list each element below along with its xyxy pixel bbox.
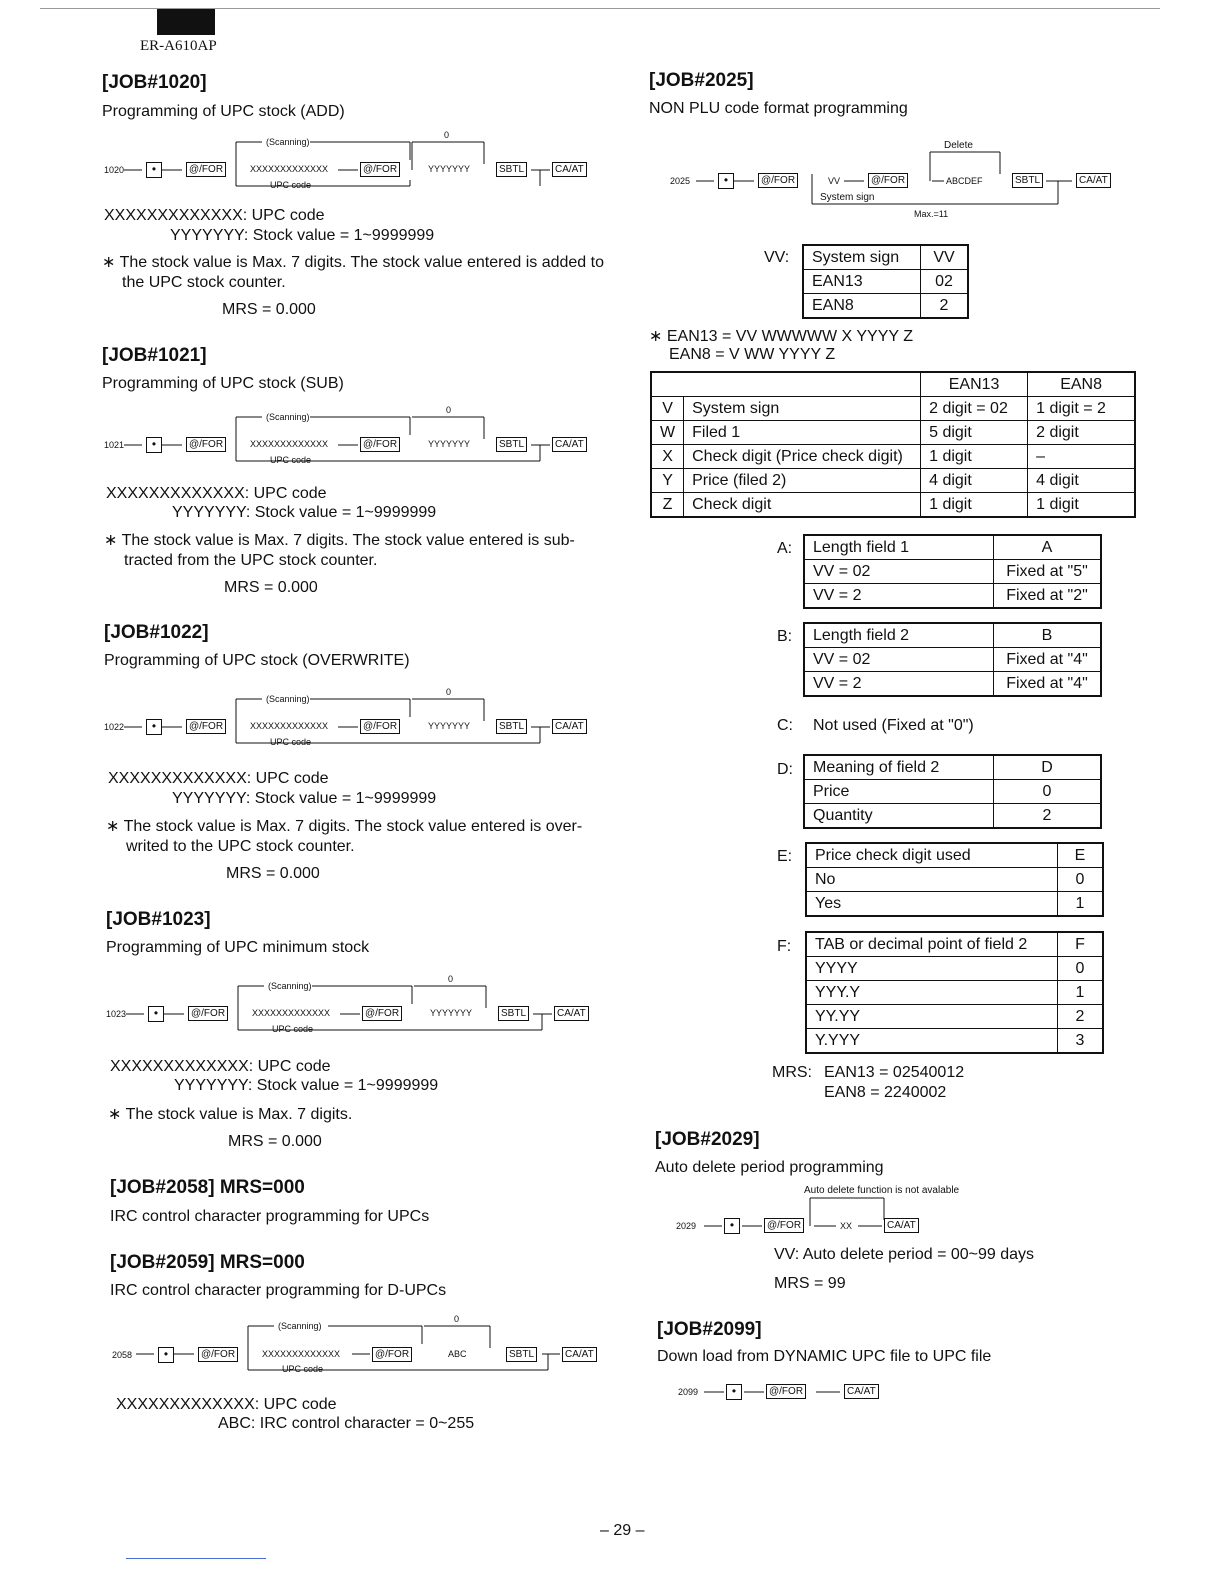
table-cell: Quantity (804, 804, 994, 829)
table-row (651, 397, 1135, 421)
table-row (651, 372, 1135, 397)
table-cell: Y (651, 469, 684, 493)
job2059-line1: XXXXXXXXXXXXX: UPC code (116, 1396, 337, 1413)
job1021-line1: XXXXXXXXXXXXX: UPC code (106, 485, 327, 502)
job2029-line1: VV: Auto delete period = 00~99 days (774, 1246, 1035, 1263)
job1022-mrs: MRS = 0.000 (226, 865, 320, 882)
job1022-scanning: (Scanning) (266, 694, 310, 704)
table-row (804, 648, 1101, 672)
job1020-upc-label: UPC code (270, 180, 312, 190)
job1020-job-number: 1020 (104, 165, 125, 175)
table-cell: TAB or decimal point of field 2 (806, 932, 1058, 957)
job1022-note-text: The stock value is Max. 7 digits. The stock value entered is over-writed to the UPC stock counter. (123, 818, 583, 855)
job1021-scanning: (Scanning) (266, 412, 310, 422)
job1020-subtitle: Programming of UPC stock (ADD) (102, 103, 345, 120)
job2099-subtitle: Down load from DYNAMIC UPC file to UPC file (657, 1348, 992, 1365)
table-cell: VV = 02 (804, 560, 994, 584)
job1021-zero: 0 (446, 405, 452, 415)
table-row (804, 623, 1101, 648)
table-cell: 1 (1058, 892, 1104, 917)
job1021-dot-key: • (146, 437, 162, 453)
job1020-key-sequence-diagram (0, 128, 620, 198)
job1023-title: [JOB#1023] (106, 909, 211, 930)
table-row (804, 672, 1101, 697)
table-cell: YYYY (806, 957, 1058, 981)
table-cell: 1 digit (921, 493, 1028, 518)
e-table (805, 842, 1104, 917)
mrs-ean8: EAN8 = 2240002 (824, 1084, 947, 1101)
job1022-caat-key: CA/AT (552, 719, 587, 734)
job2059-zero: 0 (454, 1314, 460, 1324)
table-row (804, 780, 1101, 804)
job2099-dot-key: • (726, 1384, 742, 1400)
job2029-note: Auto delete function is not avalable (804, 1185, 960, 1196)
table-row (806, 981, 1103, 1005)
job1022-job-number: 1022 (104, 722, 125, 732)
job1022-key-sequence-diagram (0, 685, 620, 755)
job2029-afor-key: @/FOR (764, 1218, 804, 1233)
formula-ean13-text: EAN13 = VV WWWWW X YYYY Z (666, 328, 913, 345)
job2099-title: [JOB#2099] (657, 1319, 762, 1340)
job2025-vv: VV (828, 176, 841, 186)
job2059-abc: ABC (448, 1349, 467, 1359)
table-row (806, 892, 1103, 917)
job2029-job-number: 2029 (676, 1221, 697, 1231)
table-cell: Fixed at "5" (994, 560, 1102, 584)
table-cell: Filed 1 (684, 421, 921, 445)
table-header: EAN13 (921, 372, 1028, 397)
job2059-job-number: 2058 (112, 1350, 133, 1360)
job1023-afor-key: @/FOR (188, 1006, 228, 1021)
job1020-dot-key: • (146, 162, 162, 178)
job1020-title: [JOB#1020] (102, 72, 207, 93)
job1021-job-number: 1021 (104, 440, 125, 450)
table-row (803, 245, 968, 270)
job2029-title: [JOB#2029] (655, 1129, 760, 1150)
job2059-line2: ABC: IRC control character = 0~255 (218, 1415, 475, 1432)
d-label: D: (777, 761, 793, 778)
job2029-subtitle: Auto delete period programming (655, 1159, 884, 1176)
table-cell: Price check digit used (806, 843, 1058, 868)
job1020-ys: YYYYYYY (428, 164, 471, 174)
job1023-mrs: MRS = 0.000 (228, 1133, 322, 1150)
job2059-title: [JOB#2059] MRS=000 (110, 1252, 305, 1273)
c-label: C: (777, 717, 793, 734)
job1021-subtitle: Programming of UPC stock (SUB) (102, 375, 344, 392)
job1020-asterisk: ∗ (102, 254, 116, 271)
table-cell: E (1058, 843, 1104, 868)
formula-asterisk: ∗ (649, 328, 663, 345)
job2099-afor-key: @/FOR (766, 1384, 806, 1399)
table-cell: YY.YY (806, 1005, 1058, 1029)
job1022-upc-label: UPC code (270, 737, 312, 747)
job1023-zero: 0 (448, 974, 454, 984)
field-format-table (650, 371, 1136, 518)
job2099-caat-key: CA/AT (844, 1384, 879, 1399)
table-cell: 0 (1058, 957, 1104, 981)
job1021-mrs: MRS = 0.000 (224, 579, 318, 596)
table-cell: Yes (806, 892, 1058, 917)
job1021-key-sequence-diagram (0, 403, 620, 473)
job1020-mrs: MRS = 0.000 (222, 301, 316, 318)
table-cell: Check digit (684, 493, 921, 518)
job1022-ys: YYYYYYY (428, 721, 471, 731)
a-table (803, 534, 1102, 609)
job2025-key-sequence-diagram (648, 134, 1148, 224)
a-label: A: (777, 540, 793, 557)
table-cell: X (651, 445, 684, 469)
table-cell: VV (921, 245, 969, 270)
table-row (804, 755, 1101, 780)
vv-label: VV: (764, 249, 790, 266)
job2099-job-number: 2099 (678, 1387, 699, 1397)
table-cell: Check digit (Price check digit) (684, 445, 921, 469)
table-cell: Meaning of field 2 (804, 755, 994, 780)
table-cell: 5 digit (921, 421, 1028, 445)
job1021-title: [JOB#1021] (102, 345, 207, 366)
job2025-caat-key: CA/AT (1076, 173, 1111, 188)
table-cell: D (994, 755, 1102, 780)
table-cell: Length field 1 (804, 535, 994, 560)
table-cell: 2 digit = 02 (921, 397, 1028, 421)
job1020-xs: XXXXXXXXXXXXX (250, 164, 329, 174)
job1021-afor-key-2: @/FOR (360, 437, 400, 452)
table-cell: EAN13 (803, 270, 921, 294)
table-cell: F (1058, 932, 1104, 957)
job1022-subtitle: Programming of UPC stock (OVERWRITE) (104, 652, 410, 669)
d-table (803, 754, 1102, 829)
job1021-note (104, 531, 614, 571)
job1021-sbtl-key: SBTL (496, 437, 527, 452)
job1022-zero: 0 (446, 687, 452, 697)
job1020-caat-key: CA/AT (552, 162, 587, 177)
f-table (805, 931, 1104, 1054)
table-row (804, 535, 1101, 560)
job1023-caat-key: CA/AT (554, 1006, 589, 1021)
job1022-afor-key-2: @/FOR (360, 719, 400, 734)
job1022-line2: YYYYYYY: Stock value = 1~9999999 (172, 790, 437, 807)
mrs-ean13: EAN13 = 02540012 (824, 1064, 965, 1081)
table-cell: Price (filed 2) (684, 469, 921, 493)
table-cell: System sign (803, 245, 921, 270)
table-cell: 1 digit = 2 (1028, 397, 1136, 421)
table-cell: VV = 2 (804, 672, 994, 697)
bottom-rule (126, 1558, 266, 1559)
table-row (806, 1029, 1103, 1054)
job1021-xs: XXXXXXXXXXXXX (250, 439, 329, 449)
job1023-ys: YYYYYYY (430, 1008, 473, 1018)
table-row (804, 560, 1101, 584)
job2059-xs: XXXXXXXXXXXXX (262, 1349, 341, 1359)
table-cell: EAN8 (803, 294, 921, 319)
job1020-scanning: (Scanning) (266, 137, 310, 147)
job1023-scanning: (Scanning) (268, 981, 312, 991)
job1023-asterisk: ∗ (108, 1106, 122, 1123)
b-table (803, 622, 1102, 697)
job1020-note-text: The stock value is Max. 7 digits. The stock value entered is added to the UPC stock counter. (119, 254, 604, 291)
formula-ean8: EAN8 = V WW YYYY Z (669, 346, 836, 363)
table-cell: VV = 2 (804, 584, 994, 609)
job1023-key-sequence-diagram (2, 972, 622, 1042)
page-number: – 29 – (600, 1522, 645, 1539)
job1023-note-text: The stock value is Max. 7 digits. (125, 1106, 353, 1123)
table-cell: 2 digit (1028, 421, 1136, 445)
vv-table (802, 244, 969, 319)
job1022-title: [JOB#1022] (104, 622, 209, 643)
job1020-line1: XXXXXXXXXXXXX: UPC code (104, 207, 325, 224)
job1020-zero: 0 (444, 130, 450, 140)
job2029-xx: XX (840, 1221, 853, 1231)
table-header: EAN8 (1028, 372, 1136, 397)
job1022-line1: XXXXXXXXXXXXX: UPC code (108, 770, 329, 787)
e-label: E: (777, 848, 793, 865)
job1021-asterisk: ∗ (104, 532, 118, 549)
table-cell: 02 (921, 270, 969, 294)
job2099-key-sequence-diagram (650, 1370, 950, 1410)
job1020-sbtl-key: SBTL (496, 162, 527, 177)
table-cell: 4 digit (1028, 469, 1136, 493)
table-cell: Price (804, 780, 994, 804)
table-cell: 0 (994, 780, 1102, 804)
table-cell: Fixed at "2" (994, 584, 1102, 609)
job2029-caat-key: CA/AT (884, 1218, 919, 1233)
job2059-scanning: (Scanning) (278, 1321, 322, 1331)
model-label: ER-A610AP (140, 38, 217, 54)
job2025-subtitle: NON PLU code format programming (649, 100, 908, 117)
table-row (806, 957, 1103, 981)
c-text: Not used (Fixed at "0") (813, 717, 974, 734)
job1023-xs: XXXXXXXXXXXXX (252, 1008, 331, 1018)
job1023-job-number: 1023 (106, 1009, 127, 1019)
table-cell: 2 (994, 804, 1102, 829)
job1021-afor-key: @/FOR (186, 437, 226, 452)
table-cell: Y.YYY (806, 1029, 1058, 1054)
job1023-dot-key: • (148, 1006, 164, 1022)
table-row (803, 294, 968, 319)
job2029-dot-key: • (724, 1218, 740, 1234)
f-label: F: (777, 938, 792, 955)
job2025-afor-key: @/FOR (758, 173, 798, 188)
table-cell: No (806, 868, 1058, 892)
table-cell: 2 (921, 294, 969, 319)
job2059-afor-key: @/FOR (198, 1347, 238, 1362)
job1023-subtitle: Programming of UPC minimum stock (106, 939, 370, 956)
job1023-upc-label: UPC code (272, 1024, 314, 1034)
job1020-line2: YYYYYYY: Stock value = 1~9999999 (170, 227, 435, 244)
table-cell: V (651, 397, 684, 421)
formula-ean13 (649, 326, 913, 346)
job1022-dot-key: • (146, 719, 162, 735)
table-cell: 1 digit (921, 445, 1028, 469)
job1022-xs: XXXXXXXXXXXXX (250, 721, 329, 731)
table-row (651, 445, 1135, 469)
job2029-mrs: MRS = 99 (774, 1275, 846, 1292)
table-row (806, 868, 1103, 892)
job1021-upc-label: UPC code (270, 455, 312, 465)
job2025-system-sign: System sign (820, 192, 875, 203)
table-cell: A (994, 535, 1102, 560)
table-row (651, 421, 1135, 445)
table-row (803, 270, 968, 294)
table-cell: Z (651, 493, 684, 518)
job1022-afor-key: @/FOR (186, 719, 226, 734)
table-cell: W (651, 421, 684, 445)
job1021-line2: YYYYYYY: Stock value = 1~9999999 (172, 504, 437, 521)
table-cell: 4 digit (921, 469, 1028, 493)
job1022-sbtl-key: SBTL (496, 719, 527, 734)
table-cell: 3 (1058, 1029, 1104, 1054)
table-cell: YYY.Y (806, 981, 1058, 1005)
job2059-sbtl-key: SBTL (506, 1347, 537, 1362)
job2059-caat-key: CA/AT (562, 1347, 597, 1362)
table-row (806, 1005, 1103, 1029)
table-cell: B (994, 623, 1102, 648)
table-row (804, 584, 1101, 609)
job2059-key-sequence-diagram (8, 1312, 628, 1382)
job2058-subtitle: IRC control character programming for UPCs (110, 1208, 430, 1225)
table-row (651, 493, 1135, 518)
table-cell: 0 (1058, 868, 1104, 892)
job2025-max: Max.=11 (914, 209, 949, 219)
job2025-delete-label: Delete (944, 140, 973, 151)
header-black-tab (157, 9, 215, 35)
job2025-sbtl-key: SBTL (1012, 173, 1043, 188)
table-cell: 1 digit (1028, 493, 1136, 518)
job1023-sbtl-key: SBTL (498, 1006, 529, 1021)
job2025-abcdef: ABCDEF (946, 176, 983, 186)
table-cell: Length field 2 (804, 623, 994, 648)
table-row (651, 469, 1135, 493)
table-row (806, 843, 1103, 868)
job2059-subtitle: IRC control character programming for D-UPCs (110, 1282, 447, 1299)
job1023-note (108, 1105, 608, 1125)
job2025-title: [JOB#2025] (649, 70, 754, 91)
job1020-afor-key: @/FOR (186, 162, 226, 177)
job2059-upc-label: UPC code (282, 1364, 324, 1374)
table-cell: VV = 02 (804, 648, 994, 672)
job1020-note (102, 253, 612, 293)
job1020-afor-key-2: @/FOR (360, 162, 400, 177)
b-label: B: (777, 628, 793, 645)
table-cell: 1 (1058, 981, 1104, 1005)
job2029-key-sequence-diagram (650, 1180, 1050, 1240)
mrs-label: MRS: (772, 1064, 812, 1081)
job1021-ys: YYYYYYY (428, 439, 471, 449)
table-cell: Fixed at "4" (994, 672, 1102, 697)
job1023-afor-key-2: @/FOR (362, 1006, 402, 1021)
job2059-dot-key: • (158, 1347, 174, 1363)
table-cell: Fixed at "4" (994, 648, 1102, 672)
job1021-caat-key: CA/AT (552, 437, 587, 452)
job2025-afor-key-2: @/FOR (868, 173, 908, 188)
job1022-asterisk: ∗ (106, 818, 120, 835)
job1021-note-text: The stock value is Max. 7 digits. The stock value entered is sub-tracted from the UPC stock counter. (121, 532, 575, 569)
job2058-title: [JOB#2058] MRS=000 (110, 1177, 305, 1198)
table-row (806, 932, 1103, 957)
table-cell: 2 (1058, 1005, 1104, 1029)
job2025-job-number: 2025 (670, 176, 691, 186)
job1022-note (106, 817, 616, 857)
job1023-line1: XXXXXXXXXXXXX: UPC code (110, 1058, 331, 1075)
table-cell: System sign (684, 397, 921, 421)
table-row (804, 804, 1101, 829)
job2025-dot-key: • (718, 173, 734, 189)
job1023-line2: YYYYYYY: Stock value = 1~9999999 (174, 1077, 439, 1094)
table-cell: – (1028, 445, 1136, 469)
job2059-afor-key-2: @/FOR (372, 1347, 412, 1362)
